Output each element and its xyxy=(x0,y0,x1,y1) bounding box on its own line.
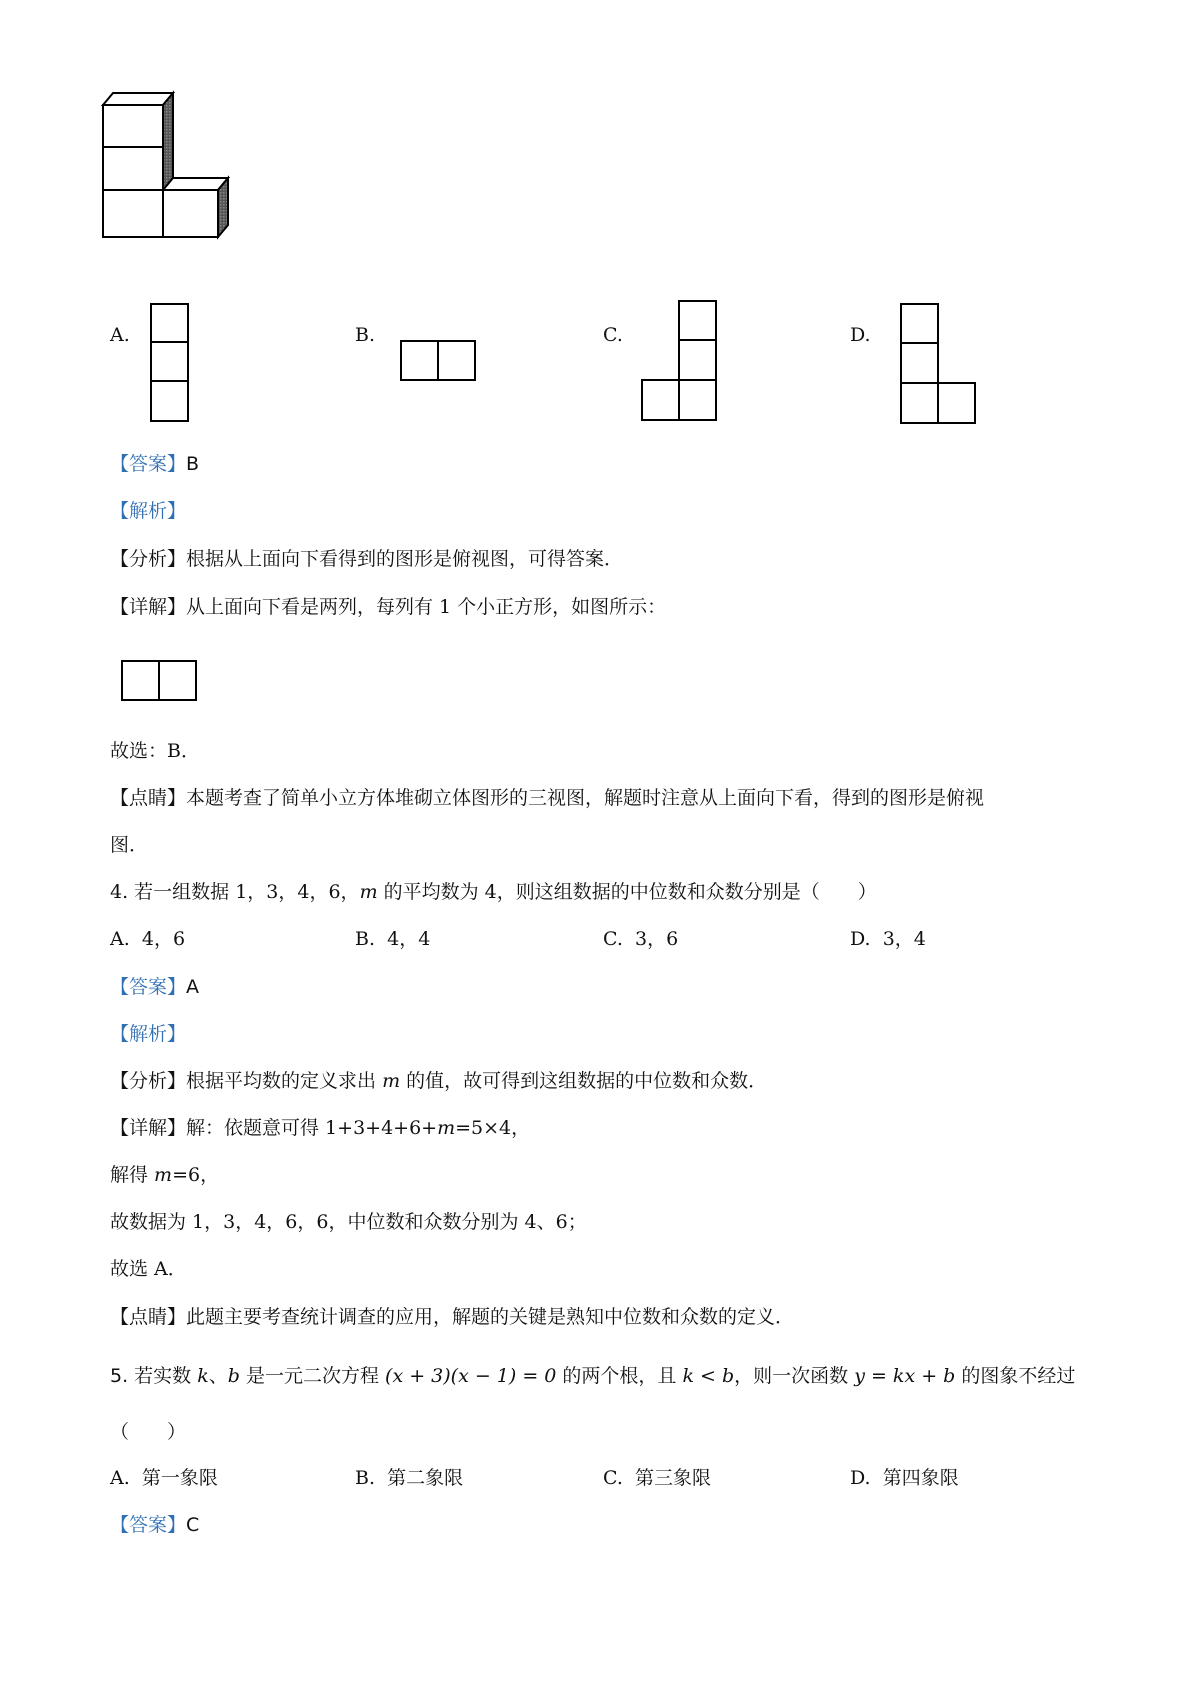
top-view-figure xyxy=(121,660,197,702)
q5-option-b xyxy=(355,1466,463,1490)
q5-s1: 若实数 xyxy=(128,1365,198,1387)
q5-s6: 的图象不经过 xyxy=(955,1365,1076,1387)
dianjing-text-1: 本题考查了简单小立方体堆砌立体图形的三视图，解题时注意从上面向下看，得到的图形是俯视 xyxy=(186,787,985,809)
xiangjie-label: 【详解】 xyxy=(110,596,187,618)
cube-stack-figure xyxy=(100,90,235,240)
xiangjie-pre: 解：依题意可得 1+3+4+6+ xyxy=(186,1117,438,1139)
solve-post: =6， xyxy=(172,1164,220,1186)
q3-fenxi xyxy=(110,547,623,571)
xiangjie-text: 从上面向下看是两列，每列有 1 个小正方形，如图所示： xyxy=(186,596,667,618)
q4-guxuan: 故选 A． xyxy=(110,1258,187,1280)
q3-answer xyxy=(110,452,199,476)
q5-answer xyxy=(110,1513,199,1537)
answer-value: C xyxy=(186,1514,200,1536)
q5-s3: 是一元二次方程 xyxy=(239,1365,386,1387)
option-text: 第四象限 xyxy=(882,1467,959,1489)
option-text: 第一象限 xyxy=(141,1467,218,1489)
q4-option-c xyxy=(603,927,678,951)
q5-equation: (x + 3)(x − 1) = 0 xyxy=(385,1365,557,1387)
xiangjie-post: =5×4， xyxy=(455,1117,531,1139)
option-d-figure xyxy=(900,303,978,425)
fenxi-post: 的值，故可得到这组数据的中位数和众数． xyxy=(400,1070,768,1092)
xiangjie-var: m xyxy=(437,1117,456,1139)
q4-stem-post: 的平均数为 4，则这组数据的中位数和众数分别是（ ） xyxy=(377,881,877,903)
q4-xiangjie xyxy=(110,1116,530,1140)
option-letter: D. xyxy=(850,1467,871,1489)
q4-stem xyxy=(110,880,877,904)
option-a-letter: A. xyxy=(110,324,130,346)
option-text: 3，4 xyxy=(882,928,926,950)
q5-stem xyxy=(110,1364,1075,1388)
analysis-label: 【解析】 xyxy=(110,500,187,522)
option-text: 第三象限 xyxy=(635,1467,712,1489)
option-text: 4，6 xyxy=(141,928,186,950)
q5-paren: （ ） xyxy=(110,1421,187,1443)
fenxi-text: 根据从上面向下看得到的图形是俯视图，可得答案． xyxy=(186,548,624,570)
q5-s2: 、 xyxy=(208,1365,228,1387)
q5-s4: 的两个根，且 xyxy=(556,1365,683,1387)
q3-xiangjie xyxy=(110,595,666,619)
q4-option-a xyxy=(110,927,185,951)
fenxi-var: m xyxy=(382,1070,401,1092)
q5-s5: ，则一次函数 xyxy=(734,1365,855,1387)
q5-function: y = kx + b xyxy=(854,1365,956,1387)
option-letter: B. xyxy=(355,928,376,950)
option-text: 第二象限 xyxy=(387,1467,464,1489)
option-b-figure xyxy=(400,340,476,382)
answer-value: B xyxy=(186,453,200,475)
q3-dianjing xyxy=(110,786,984,810)
xiangjie-label: 【详解】 xyxy=(110,1117,187,1139)
option-letter: D. xyxy=(850,928,871,950)
q4-analysis-heading xyxy=(110,1022,186,1046)
q5-option-a xyxy=(110,1466,218,1490)
solve-var: m xyxy=(154,1164,173,1186)
dianjing-label: 【点睛】 xyxy=(110,1306,187,1328)
q5-option-d xyxy=(850,1466,959,1490)
answer-label: 【答案】 xyxy=(110,1514,187,1536)
option-text: 3，6 xyxy=(635,928,679,950)
analysis-label: 【解析】 xyxy=(110,1023,187,1045)
solve-pre: 解得 xyxy=(110,1164,155,1186)
q5-k: k xyxy=(197,1365,209,1387)
option-letter: B. xyxy=(355,1467,376,1489)
fenxi-label: 【分析】 xyxy=(110,548,187,570)
option-letter: A. xyxy=(110,1467,130,1489)
answer-label: 【答案】 xyxy=(110,976,187,998)
answer-value: A xyxy=(186,976,200,998)
option-d-letter: D. xyxy=(850,324,871,346)
option-c-letter: C. xyxy=(603,324,623,346)
q4-answer xyxy=(110,975,199,999)
q5-inequality: k < b xyxy=(682,1365,735,1387)
fenxi-pre: 根据平均数的定义求出 xyxy=(186,1070,383,1092)
q5-option-c xyxy=(603,1466,711,1490)
dianjing-text: 此题主要考查统计调查的应用，解题的关键是熟知中位数和众数的定义． xyxy=(186,1306,795,1328)
option-text: 4，4 xyxy=(387,928,431,950)
q5-b: b xyxy=(227,1365,240,1387)
q4-option-d xyxy=(850,927,926,951)
q4-stem-var: m xyxy=(359,881,378,903)
q4-solve xyxy=(110,1163,219,1187)
q4-option-b xyxy=(355,927,430,951)
option-letter: C. xyxy=(603,928,623,950)
q3-guxuan: 故选：B． xyxy=(110,740,200,762)
q3-analysis-heading xyxy=(110,499,186,523)
q4-fenxi xyxy=(110,1069,767,1093)
option-letter: A. xyxy=(110,928,130,950)
fenxi-label: 【分析】 xyxy=(110,1070,187,1092)
option-b-letter: B. xyxy=(355,324,376,346)
q5-num: 5. xyxy=(110,1365,129,1387)
q4-dianjing xyxy=(110,1305,794,1329)
q4-data-line: 故数据为 1，3，4，6，6，中位数和众数分别为 4、6； xyxy=(110,1211,587,1233)
q4-stem-pre: 4. 若一组数据 1，3，4，6， xyxy=(110,881,360,903)
option-a-figure xyxy=(150,303,190,423)
answer-label: 【答案】 xyxy=(110,453,187,475)
option-letter: C. xyxy=(603,1467,623,1489)
option-c-figure xyxy=(641,300,719,422)
q3-dianjing-cont: 图． xyxy=(110,834,149,856)
dianjing-label: 【点睛】 xyxy=(110,787,187,809)
